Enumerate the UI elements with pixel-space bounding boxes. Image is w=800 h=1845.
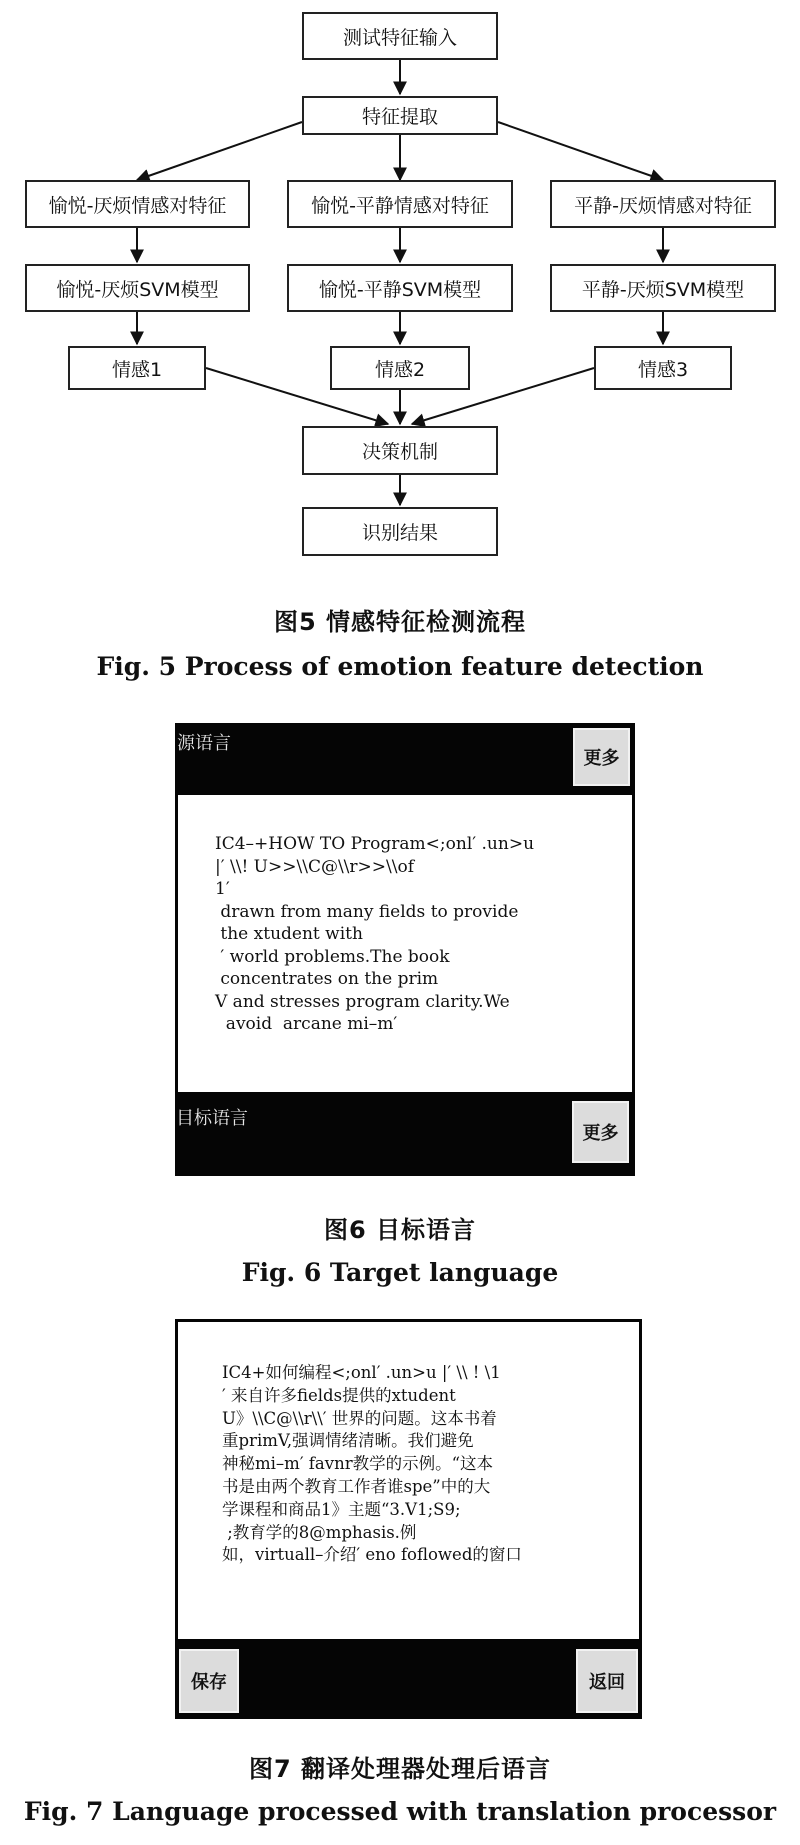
box-feature-extraction: 特征提取	[302, 96, 498, 135]
translated-line: 神秘mi–m′ favnr教学的示例。“这本	[222, 1454, 494, 1474]
box-feature-pair-left: 愉悦-厌烦情感对特征	[25, 180, 250, 228]
ocr-line: 1′	[215, 879, 230, 899]
figure-6-caption-cn: 图6 目标语言	[323, 1216, 477, 1244]
translated-text-panel	[178, 1322, 639, 1639]
ocr-line: V and stresses program clarity.We	[215, 991, 510, 1012]
box-emotion-2: 情感2	[330, 346, 470, 390]
ocr-line: avoid arcane mi–m′	[215, 1014, 398, 1034]
figure-7-caption-en: Fig. 7 Language processed with translation processor	[23, 1797, 777, 1826]
translated-text	[222, 1362, 522, 1567]
ocr-line: |′ \\! U>>\\C@\\r>>\\of	[215, 856, 415, 877]
translated-line: 书是由两个教育工作者谁spe”中的大	[222, 1476, 491, 1496]
box-feature-pair-middle: 愉悦-平静情感对特征	[287, 180, 513, 228]
ocr-text	[215, 833, 534, 1036]
translated-line: 重primV,强调情绪清晰。我们避免	[222, 1431, 474, 1451]
box-svm-middle: 愉悦-平静SVM模型	[287, 264, 513, 312]
box-feature-input: 测试特征输入	[302, 12, 498, 60]
box-feature-pair-right: 平静-厌烦情感对特征	[550, 180, 776, 228]
back-button[interactable]: 返回	[576, 1649, 638, 1713]
box-svm-right: 平静-厌烦SVM模型	[550, 264, 776, 312]
box-decision-mechanism: 决策机制	[302, 426, 498, 475]
ocr-line: IC4–+HOW TO Program<;onl′ .un>u	[215, 834, 535, 854]
translated-line: U》\\C@\\r\\′ 世界的问题。这本书着	[222, 1408, 497, 1428]
ocr-line: drawn from many fields to provide	[215, 901, 519, 922]
box-svm-left: 愉悦-厌烦SVM模型	[25, 264, 250, 312]
ocr-line: concentrates on the prim	[215, 969, 439, 989]
translated-line: ;教育学的8@mphasis.例	[222, 1522, 417, 1542]
figure-5-caption-en: Fig. 5 Process of emotion feature detection	[96, 652, 704, 681]
figure-6-caption-en: Fig. 6 Target language	[241, 1258, 559, 1287]
translated-line: 学课程和商品1》主题“3.V1;S9;	[222, 1499, 461, 1519]
ocr-text-panel	[178, 795, 632, 1092]
save-button[interactable]: 保存	[179, 1649, 239, 1713]
ocr-line: ′ world problems.The book	[215, 946, 450, 967]
flowchart-figure-5	[0, 0, 800, 580]
translated-line: ′ 来自许多fields提供的xtudent	[222, 1385, 456, 1405]
figure-5-caption-cn: 图5 情感特征检测流程	[273, 608, 527, 636]
translated-line: IC4+如何编程<;onl′ .un>u |′ \\ ! \1	[222, 1363, 501, 1382]
more-button-bottom[interactable]: 更多	[572, 1101, 629, 1163]
box-emotion-3: 情感3	[594, 346, 732, 390]
ocr-line: the xtudent with	[215, 924, 363, 944]
target-language-label: 目标语言	[176, 1108, 248, 1129]
box-recognition-result: 识别结果	[302, 507, 498, 556]
screen-target-language	[175, 723, 635, 1176]
translated-line: 如，virtuall–介绍′ eno foflowed的窗口	[222, 1545, 522, 1565]
more-button-top[interactable]: 更多	[573, 728, 630, 786]
box-emotion-1: 情感1	[68, 346, 206, 390]
screen-translated-language	[175, 1319, 642, 1719]
figure-7-caption-cn: 图7 翻译处理器处理后语言	[248, 1755, 552, 1783]
source-language-label: 源语言	[177, 733, 231, 754]
